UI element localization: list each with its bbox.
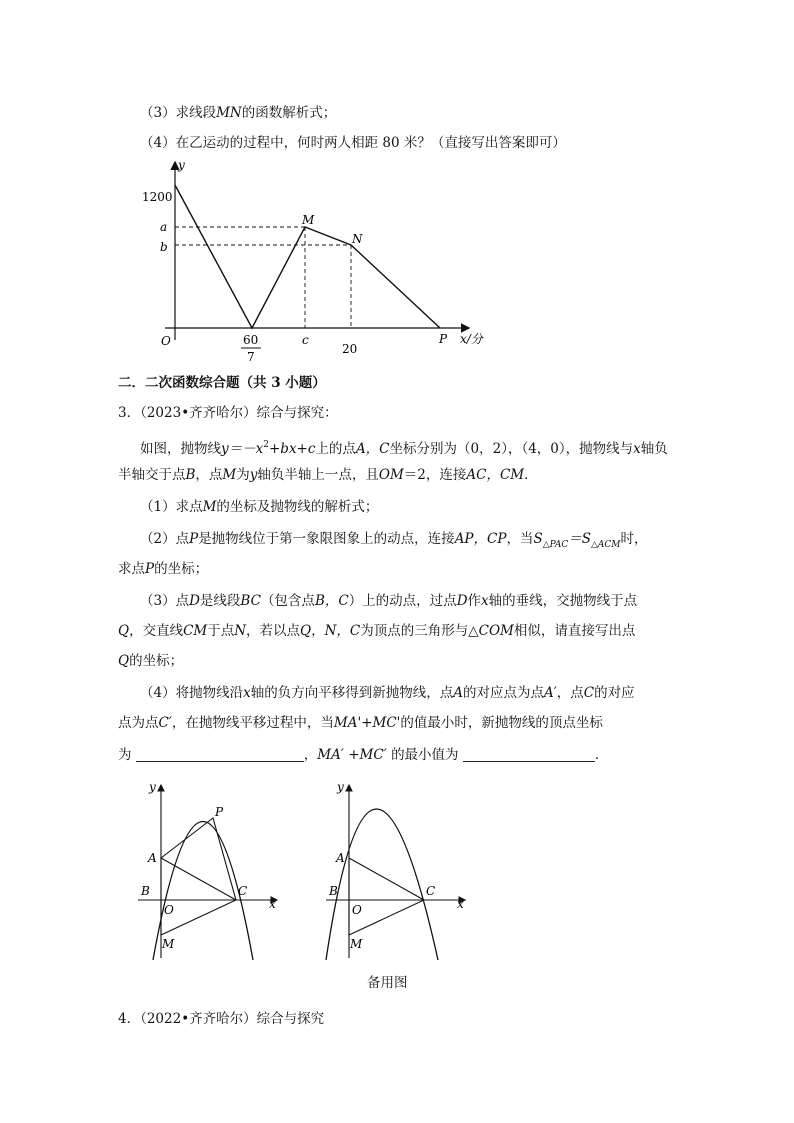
- question-3-line: （3）求线段MN的函数解析式；: [140, 105, 337, 121]
- fig2-label-c: C: [426, 884, 436, 898]
- graph1-y-b: b: [160, 240, 168, 254]
- question-4-line: （4）在乙运动的过程中，何时两人相距 80 米？（直接写出答案即可）: [140, 135, 566, 151]
- fig2-label-b: B: [329, 884, 338, 898]
- answer-blank-min[interactable]: [463, 747, 595, 762]
- fig1-label-p: P: [215, 805, 224, 819]
- fig1-triangle-acm: [161, 858, 236, 935]
- fig2-label-m: M: [350, 937, 363, 951]
- fig1-label-o: O: [164, 903, 174, 917]
- fig2-label-y: y: [337, 780, 344, 794]
- graph1-polyline: [175, 185, 440, 328]
- answer-blank-vertex[interactable]: [136, 747, 304, 762]
- fig1-label-a: A: [148, 851, 157, 865]
- graph1-pt-p: P: [439, 332, 448, 346]
- fig1-segments-ap-pc: [161, 818, 236, 900]
- fig2-triangle-acm: [349, 858, 424, 935]
- graph1-x-c: c: [302, 333, 309, 347]
- graph1-pt-m: M: [302, 213, 315, 227]
- problem-4-header: 4．（2022•齐齐哈尔）综合与探究: [118, 1011, 325, 1027]
- graph1-x-frac-num: 60: [243, 333, 259, 347]
- parabola-figure-main: [128, 778, 288, 963]
- problem-3-header: 3．（2023•齐齐哈尔）综合与探究：: [118, 405, 338, 421]
- problem-3-sub2-line2: 求点P的坐标；: [118, 561, 209, 577]
- fig2-label-o: O: [352, 903, 362, 917]
- graph1-y-label: y: [178, 158, 185, 172]
- problem-3-sub2-line1: （2）点P是抛物线位于第一象限图象上的动点，连接AP，CP，当$S_{\triangle PAC}=S_{\triangle ACM}$时，: [140, 531, 648, 550]
- problem-3-sub1: （1）求点M的坐标及抛物线的解析式；: [140, 499, 379, 515]
- fig2-parabola: [326, 809, 438, 960]
- fig2-label-x: x: [457, 897, 464, 911]
- backup-figure-caption: 备用图: [367, 975, 408, 991]
- graph1-pt-n: N: [352, 232, 363, 246]
- fig1-label-b: B: [141, 884, 150, 898]
- parabola-figure-backup: [316, 778, 476, 963]
- fig1-label-m: M: [162, 937, 175, 951]
- fig1-label-x: x: [269, 897, 276, 911]
- problem-3-sub3-line1: （3）点D是线段BC（包含点B，C）上的动点，过点D作x轴的垂线，交抛物线于点: [140, 593, 638, 609]
- graph1-y-1200: 1200: [142, 190, 173, 204]
- problem-3-sub3-line3: Q的坐标；: [118, 653, 184, 669]
- problem-3-sub4-line1: （4）将抛物线沿x轴的负方向平移得到新抛物线，点A的对应点为点A′，点C的对应: [140, 685, 635, 701]
- graph1-x-frac-den: 7: [247, 350, 255, 364]
- graph1-x-label: x/分: [460, 332, 483, 346]
- problem-3-sub4-line3: 为 ，MA′ +MC′ 的最小值为 ．: [118, 747, 609, 763]
- fig1-label-c: C: [238, 884, 248, 898]
- section-2-title: 二．二次函数综合题（共 3 小题）: [118, 375, 326, 391]
- problem-3-stem-line1: 如图，抛物线$y=-x^2+bx+c$上的点A，C坐标分别为（0，2），（4，0），抛物线与x轴负: [140, 440, 668, 457]
- graph1-x-20: 20: [342, 342, 358, 356]
- graph1-origin: O: [161, 334, 171, 348]
- problem-3-sub4-line2: 点为点C′，在抛物线平移过程中，当MA'+MC'的值最小时，新抛物线的顶点坐标: [118, 715, 603, 731]
- fig2-label-a: A: [336, 851, 345, 865]
- distance-time-graph: [130, 155, 490, 365]
- problem-3-sub3-line2: Q，交直线CM于点N，若以点Q，N，C为顶点的三角形与△COM相似，请直接写出点: [118, 623, 636, 639]
- fig1-label-y: y: [149, 780, 156, 794]
- problem-3-stem-line2: 半轴交于点B，点M为y轴负半轴上一点，且OM＝2，连接AC，CM．: [118, 467, 538, 483]
- graph1-y-a: a: [160, 220, 168, 234]
